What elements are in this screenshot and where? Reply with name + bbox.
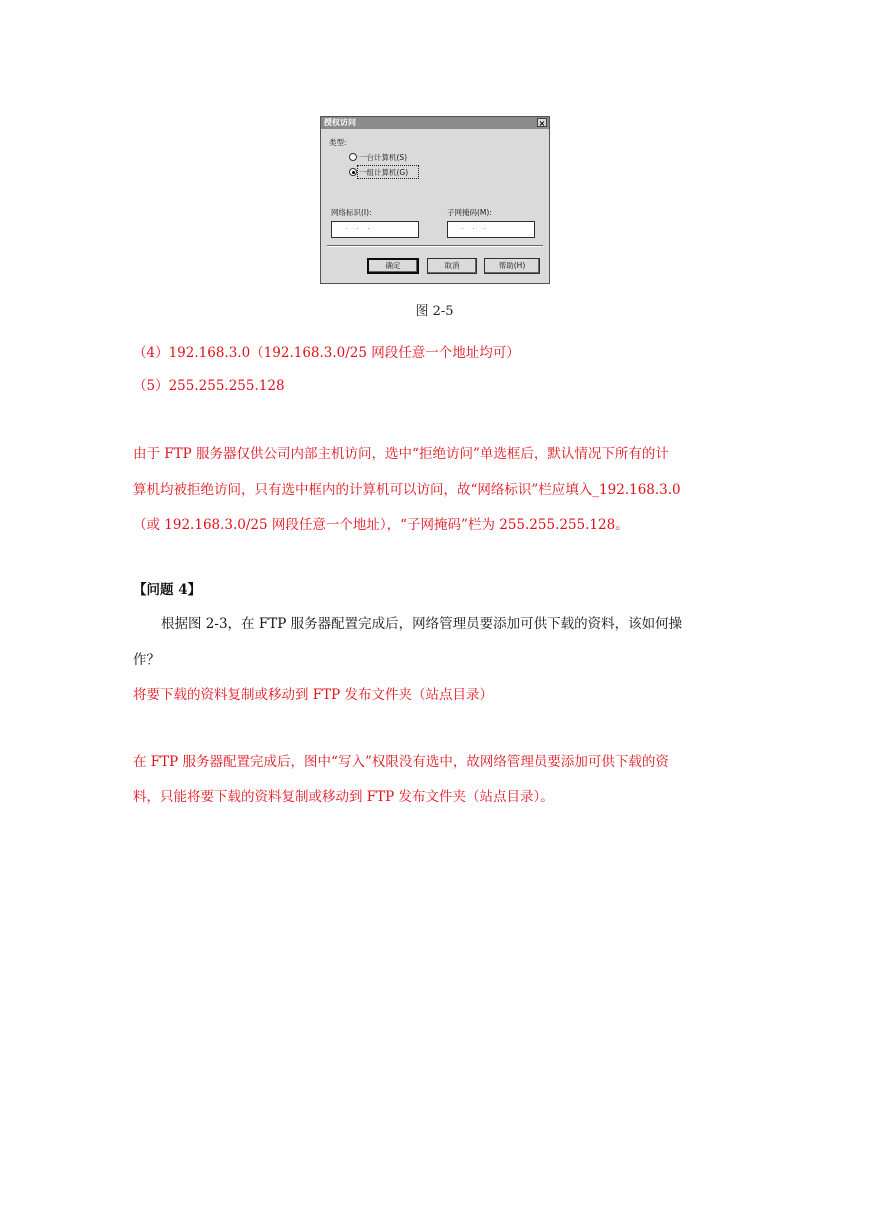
answer-5: （5）255.255.255.128 (133, 378, 285, 394)
subnet-mask-field: ... (447, 221, 535, 238)
dialog-title: 授权访问 (324, 118, 356, 127)
subnet-mask-label: 子网掩码(M): (447, 208, 492, 217)
question-4-text-line-2: 作？ (133, 652, 160, 668)
explanation-2-line-2: 料，只能将要下载的资料复制或移动到 FTP 发布文件夹（站点目录）。 (133, 789, 554, 805)
explanation-2-line-1: 在 FTP 服务器配置完成后，图中“写入”权限没有选中，故网络管理员要添加可供下载的资 (133, 754, 669, 770)
explanation-1-line-2: 算机均被拒绝访问，只有选中框内的计算机可以访问，故“网络标识”栏应填入_192.168.3.0 (133, 482, 681, 498)
type-label: 类型: (329, 138, 347, 147)
question-4-heading: 【问题 4】 (133, 582, 202, 598)
radio-single-computer (349, 153, 357, 161)
figure-caption: 图 2-5 (415, 304, 454, 319)
radio-group-computers (349, 168, 357, 176)
close-icon: × (538, 119, 546, 128)
answer-4: （4）192.168.3.0（192.168.3.0/25 网段任意一个地址均可） (133, 345, 520, 361)
question-4-text-line-1: 根据图 2-3，在 FTP 服务器配置完成后，网络管理员要添加可供下载的资料，该如何操 (161, 616, 683, 632)
dialog-separator (327, 245, 543, 247)
radio-group-label: 一组计算机(G) (359, 168, 409, 177)
network-id-label: 网络标识(I): (331, 208, 372, 217)
radio-single-label: 一台计算机(S) (359, 153, 408, 162)
help-button: 帮助(H) (484, 258, 540, 274)
ok-button: 确定 (367, 258, 419, 274)
grant-access-dialog-figure (320, 116, 550, 284)
explanation-1-line-3: （或 192.168.3.0/25 网段任意一个地址），“子网掩码”栏为 255.255.255.128。 (133, 517, 629, 533)
dialog-title-bar (321, 117, 549, 129)
network-id-field: ... (331, 221, 419, 238)
explanation-1-line-1: 由于 FTP 服务器仅供公司内部主机访问，选中“拒绝访问”单选框后，默认情况下所有的计 (133, 446, 669, 462)
cancel-button: 取消 (427, 258, 477, 274)
question-4-answer: 将要下载的资料复制或移动到 FTP 发布文件夹（站点目录） (133, 687, 494, 703)
